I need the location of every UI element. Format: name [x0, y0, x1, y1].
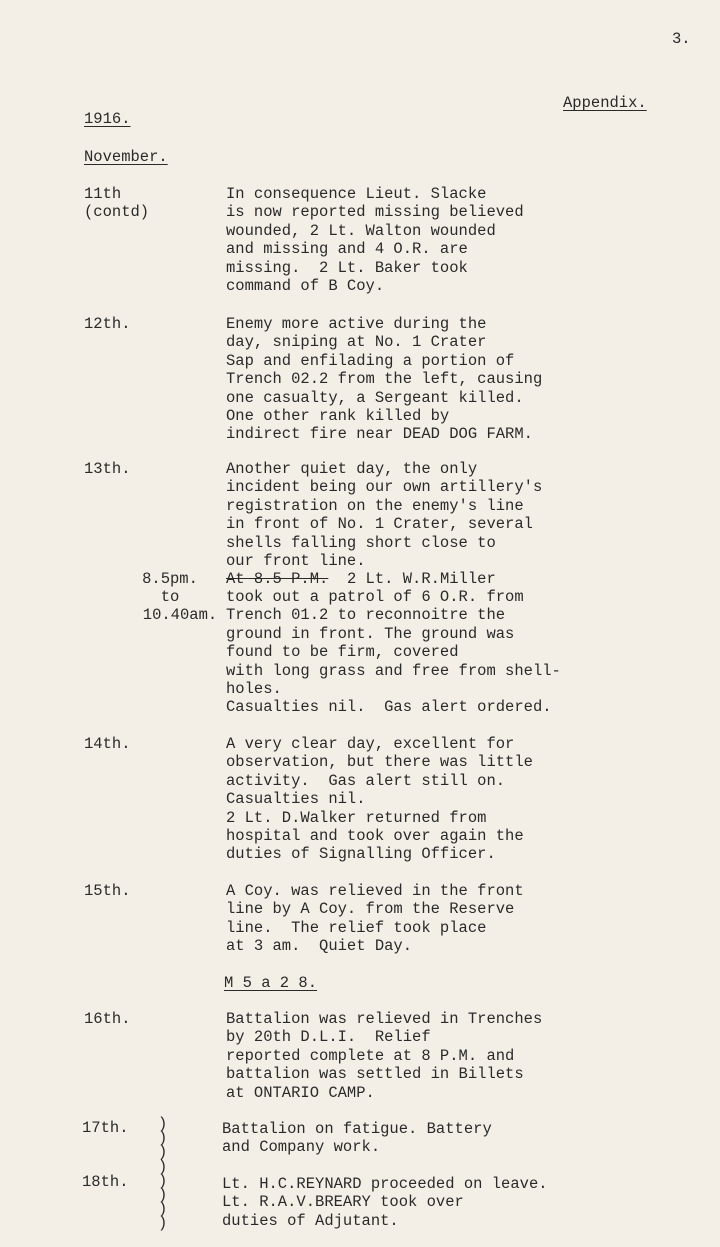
entry-text: Enemy more active during the day, sniping at No. 1 Crater Sap and enfilading a portion of Trench 02.2 from the left, causing one casualty, a Sergeant killed. One other rank killed by indirect fire near DEAD DOG FARM. — [226, 315, 543, 444]
entry-text: Another quiet day, the only incident being our own artillery's registration on the enemy's line in front of No. 1 Crater, several shells falling short close to our front line. — [226, 460, 543, 571]
patrol-officer: 2 Lt. W.R.Miller — [346, 570, 496, 588]
struck-time-text: At 8.5 P.M. — [226, 570, 329, 588]
entry-date: 12th. — [84, 315, 131, 333]
entry-date: 15th. — [84, 882, 131, 900]
entry-date: 16th. — [84, 1010, 131, 1028]
entry-text: A Coy. was relieved in the front line by A Coy. from the Reserve line. The relief took place at 3 am. Quiet Day. — [226, 882, 524, 956]
entry-date: 17th. — [82, 1119, 129, 1137]
time-to: to — [160, 588, 180, 606]
entry-date: 18th. — [82, 1173, 129, 1191]
entry-text: Battalion on fatigue. Battery and Company work. — [222, 1120, 492, 1157]
patrol-line-first — [226, 570, 496, 588]
entry-text: Battalion was relieved in Trenches by 20th D.L.I. Relief reported complete at 8 P.M. and battalion was settled in Billets at ONTARIO CAMP. — [226, 1010, 543, 1102]
entry-date: 11th (contd) — [84, 185, 150, 222]
patrol-text: took out a patrol of 6 O.R. from Trench 01.2 to reconnoitre the ground in front. The ground was found to be firm, covered with long grass and free from shell- holes. Casualties nil. Gas alert ordered. — [226, 588, 561, 717]
time-end: 10.40am. — [142, 606, 218, 624]
bracket-marks: ) ) ) ) ) ) ) ) — [158, 1115, 168, 1233]
entry-date: 13th. — [84, 460, 131, 478]
entry-text: In consequence Lieut. Slacke is now reported missing believed wounded, 2 Lt. Walton wounded and missing and 4 O.R. are missing. 2 Lt. Baker took command of B Coy. — [226, 185, 524, 296]
time-start: 8.5pm. — [142, 570, 198, 588]
entry-date: 14th. — [84, 735, 131, 753]
appendix-label: Appendix. — [563, 94, 647, 112]
location-reference: M 5 a 2 8. — [224, 974, 318, 992]
entry-text: Lt. H.C.REYNARD proceeded on leave. Lt. R.A.V.BREARY took over duties of Adjutant. — [222, 1175, 548, 1230]
year-heading: 1916. — [84, 110, 131, 128]
entry-text: A very clear day, excellent for observation, but there was little activity. Gas alert still on. Casualties nil. 2 Lt. D.Walker returned from hospital and took over again the duties of Signalling Officer. — [226, 735, 533, 864]
page-number: 3. — [672, 30, 691, 48]
month-heading: November. — [84, 148, 168, 166]
